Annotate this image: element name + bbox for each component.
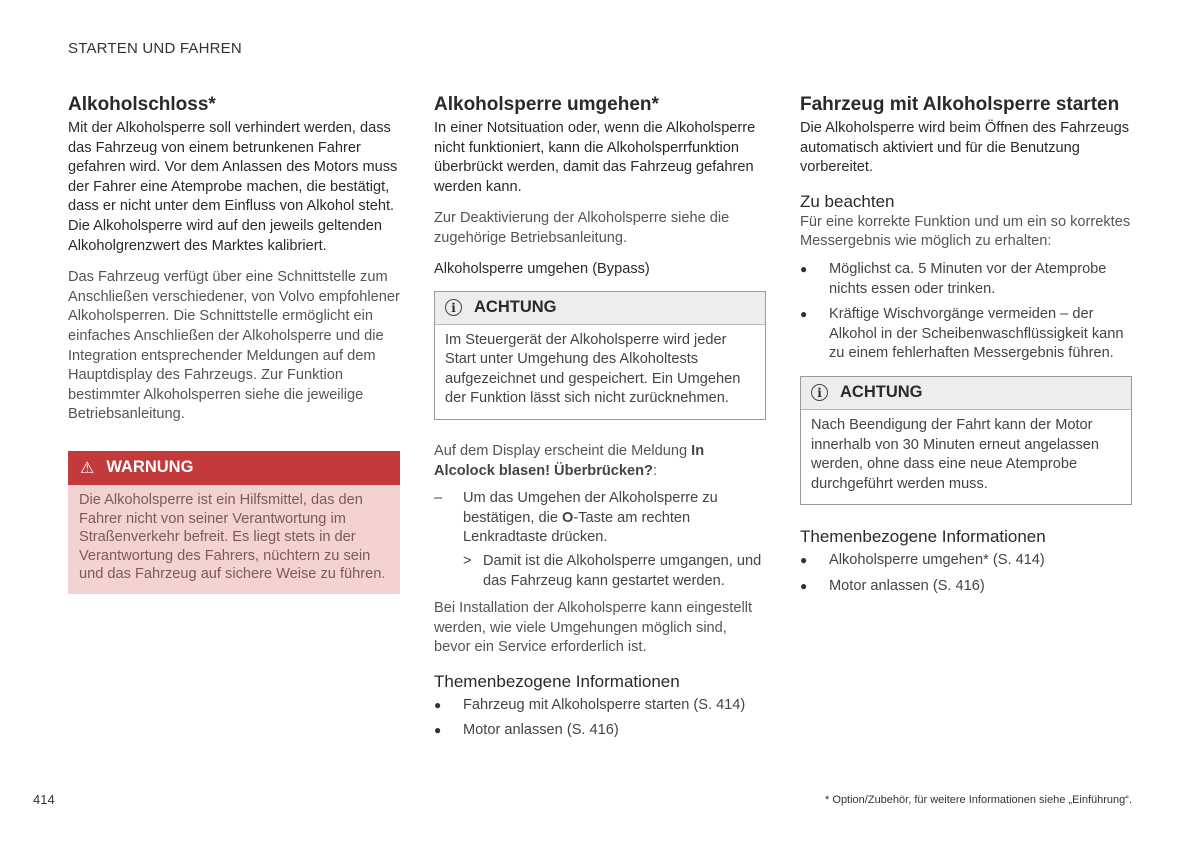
display-suffix: : <box>652 462 658 479</box>
step-result <box>463 552 766 591</box>
note-title: ACHTUNG <box>474 298 557 317</box>
note-box <box>800 376 1132 505</box>
bullet-icon: ● <box>800 261 808 276</box>
intro-paragraph: Mit der Alkoholsperre soll verhindert werden, dass das Fahrzeug von einem betrunkenen Fahrer gefahren wird. Vor dem Anlassen des Motors muss der Fahrer eine Atemprobe machen, die bestätigt, dass er nicht unter dem Einfluss von Alkohol steht. Die Alkoholsperre wird auf den jeweils geltenden Alkoholgrenzwert des Marktes kalibriert. <box>68 120 398 254</box>
heading-fahrzeug-starten: Fahrzeug mit Alkoholsperre starten <box>800 94 1120 115</box>
heading-alkoholschloss: Alkoholschloss* <box>68 94 216 115</box>
step-text: Um das Umgehen der Alkoholsperre zu bestätigen, die O-Taste am rechten Lenkradtaste drücken. <box>463 490 718 546</box>
tips-list <box>800 260 1132 364</box>
related-list <box>800 551 1132 596</box>
body-paragraph: Das Fahrzeug verfügt über eine Schnittstelle zum Anschließen verschiedener, von Volvo empfohlener Alkoholsperren. Die Schnittstelle ermöglicht ein einfaches Anschließen der Alkoholsperre und die Integration entsprechender Meldungen auf dem Hauptdisplay des Fahrzeugs. Zur Funktion bestimmter Alkoholsperren siehe die jeweilige Betriebsanleitung. <box>68 269 400 423</box>
note-title: ACHTUNG <box>840 383 923 402</box>
bypass-subheading: Alkoholsperre umgehen (Bypass) <box>434 260 650 277</box>
installation-paragraph: Bei Installation der Alkoholsperre kann eingestellt werden, wie viele Umgehungen möglich sind, bevor ein Service erforderlich ist. <box>434 600 753 656</box>
bullet-icon: ● <box>800 307 808 322</box>
display-message-paragraph <box>434 442 766 481</box>
info-icon: i <box>811 384 828 401</box>
related-list <box>434 696 766 741</box>
intro-paragraph: In einer Notsituation oder, wenn die Alkoholsperre nicht funktioniert, kann die Alkoholsperrfunktion überbrückt werden, damit das Fahrzeug gefahren werden kann. <box>434 120 756 195</box>
display-prefix: Auf dem Display erscheint die Meldung <box>434 442 692 459</box>
warning-header <box>68 451 400 485</box>
related-link[interactable]: ● Motor anlassen (S. 416) <box>434 721 766 741</box>
related-heading: Themenbezogene Informationen <box>434 671 680 691</box>
intro-paragraph: Die Alkoholsperre wird beim Öffnen des Fahrzeugs automatisch aktiviert und für die Benutzung vorbereitet. <box>800 120 1130 176</box>
warning-text: Die Alkoholsperre ist ein Hilfsmittel, das den Fahrer nicht von seiner Verantwortung im Straßenverkehr befreit. Es liegt stets in der Verantwortung des Fahrers, nüchtern zu sein und das Fahrzeug auf sichere Weise zu führen. <box>79 491 386 583</box>
bullet-icon: ● <box>800 553 808 568</box>
footnote: * Option/Zubehör, für weitere Informationen siehe „Einführung“. <box>825 794 1132 806</box>
related-link[interactable]: ● Alkoholsperre umgehen* (S. 414) <box>800 551 1132 571</box>
note-text: Im Steuergerät der Alkoholsperre wird jeder Start unter Umgehung des Alkoholtests aufgezeichnet und gespeichert. Ein Umgehen der Funktion lässt sich nicht zurücknehmen. <box>445 331 741 407</box>
page-number: 414 <box>33 792 55 807</box>
heading-alkoholsperre-umgehen: Alkoholsperre umgehen* <box>434 94 659 115</box>
display-message: In Alcolock blasen! Überbrücken? <box>434 442 705 479</box>
result-marker: > <box>463 552 472 569</box>
column-alkoholschloss <box>68 94 400 594</box>
info-icon: i <box>445 299 462 316</box>
note-subheading: Zu beachten <box>800 191 895 211</box>
bullet-icon: ● <box>800 578 808 593</box>
list-item: ● Kräftige Wischvorgänge vermeiden – der Alkohol in der Scheibenwaschflüssigkeit kann zu einem fehlerhaften Messergebnis führen. <box>800 305 1132 364</box>
step-item <box>434 489 766 548</box>
list-item: ● Möglichst ca. 5 Minuten vor der Atemprobe nichts essen oder trinken. <box>800 260 1132 299</box>
result-text: Damit ist die Alkoholsperre umgangen, und das Fahrzeug kann gestartet werden. <box>483 552 762 589</box>
bullet-icon: ● <box>434 723 442 738</box>
deactivation-paragraph: Zur Deaktivierung der Alkoholsperre siehe die zugehörige Betriebsanleitung. <box>434 210 730 246</box>
o-key-label: O <box>562 509 574 526</box>
column-alkoholsperre-umgehen <box>434 94 766 747</box>
related-heading: Themenbezogene Informationen <box>800 527 1046 547</box>
column-fahrzeug-starten <box>800 94 1132 603</box>
section-header: STARTEN UND FAHREN <box>68 40 242 57</box>
related-link[interactable]: ● Fahrzeug mit Alkoholsperre starten (S. 414) <box>434 696 766 716</box>
note-header <box>801 377 1131 410</box>
step-dash: – <box>434 490 443 507</box>
warning-box <box>68 451 400 594</box>
note-text: Nach Beendigung der Fahrt kann der Motor innerhalb von 30 Minuten erneut angelassen werden, ohne dass eine neue Atemprobe durchgeführt werden muss. <box>811 416 1100 492</box>
note-header <box>435 292 765 325</box>
warning-triangle-icon: ⚠ <box>80 459 95 477</box>
note-box <box>434 291 766 420</box>
related-link[interactable]: ● Motor anlassen (S. 416) <box>800 577 1132 597</box>
note-intro: Für eine korrekte Funktion und um ein so korrektes Messergebnis wie möglich zu erhalten: <box>800 213 1131 250</box>
bullet-icon: ● <box>434 697 442 712</box>
warning-title: WARNUNG <box>106 458 194 477</box>
